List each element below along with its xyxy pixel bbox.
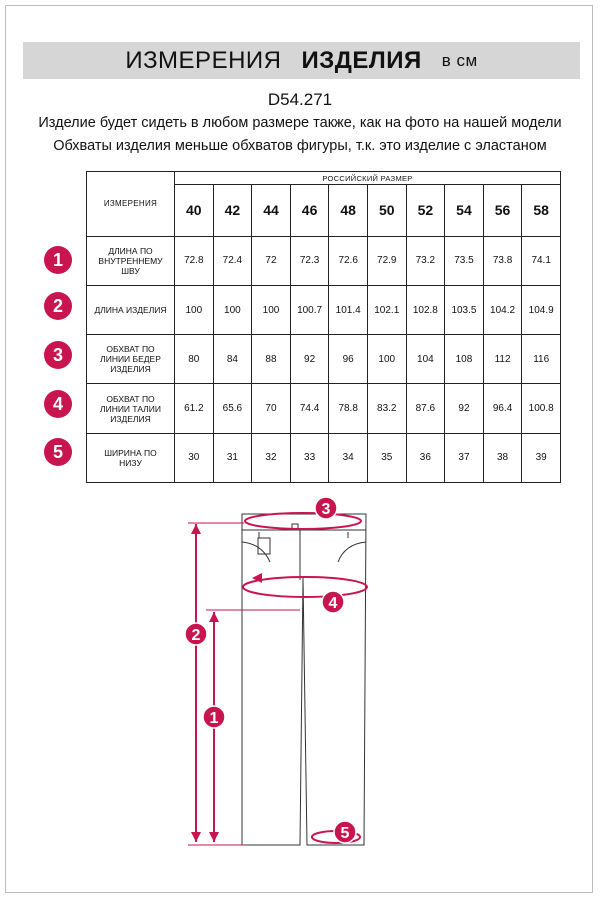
size-header: 50 <box>367 185 406 236</box>
table-cell: 73.5 <box>445 236 484 285</box>
size-table <box>86 171 561 483</box>
row-label-line: ИЗДЕЛИЯ <box>110 364 151 375</box>
table-cell: 72.8 <box>175 236 214 285</box>
row-label-line: ШВУ <box>121 265 140 276</box>
row-number-badge: 3 <box>44 341 72 369</box>
table-cell: 73.8 <box>483 236 522 285</box>
table-cell: 61.2 <box>175 384 214 433</box>
table-cell: 72 <box>252 236 291 285</box>
table-cell: 112 <box>483 335 522 384</box>
elastane-note: Обхваты изделия меньше обхватов фигуры, т.к. это изделие с эластаном <box>53 138 547 154</box>
coin-pocket <box>258 538 270 554</box>
marker-hip <box>315 497 337 519</box>
page-title-bar <box>23 42 580 79</box>
table-cell: 39 <box>522 433 561 482</box>
size-system-header: РОССИЙСКИЙ РАЗМЕР <box>175 172 561 185</box>
marker-hem <box>334 821 356 843</box>
extension-lines <box>188 523 300 845</box>
table-cell: 88 <box>252 335 291 384</box>
table-cell: 92 <box>290 335 329 384</box>
table-cell: 70 <box>252 384 291 433</box>
table-row <box>87 285 561 334</box>
table-cell: 31 <box>213 433 252 482</box>
marker-label: 3 <box>321 501 331 518</box>
table-row <box>87 384 561 433</box>
table-cell: 104.9 <box>522 285 561 334</box>
title-unit: в см <box>441 50 478 70</box>
table-cell: 35 <box>367 433 406 482</box>
row-label-line: ОБХВАТ ПО <box>106 393 155 404</box>
table-cell: 96.4 <box>483 384 522 433</box>
row-label <box>87 384 175 433</box>
table-cell: 83.2 <box>367 384 406 433</box>
table-cell: 72.6 <box>329 236 368 285</box>
arrow-head <box>209 612 219 622</box>
table-cell: 100 <box>367 335 406 384</box>
row-label-line: НИЗУ <box>119 457 142 468</box>
size-header: 46 <box>290 185 329 236</box>
table-cell: 96 <box>329 335 368 384</box>
table-cell: 103.5 <box>445 285 484 334</box>
row-label-line: ЛИНИИ ТАЛИИ <box>100 403 161 414</box>
article-number: D54.271 <box>267 90 333 109</box>
table-cell: 37 <box>445 433 484 482</box>
title-measurements: ИЗМЕРЕНИЯ <box>125 46 282 74</box>
table-cell: 30 <box>175 433 214 482</box>
arrow-head <box>191 832 201 842</box>
marker-label: 1 <box>209 710 219 727</box>
table-cell: 74.1 <box>522 236 561 285</box>
table-cell: 100 <box>175 285 214 334</box>
row-label-line: ДЛИНА ИЗДЕЛИЯ <box>94 305 167 316</box>
marker-inseam <box>203 706 225 728</box>
measurements-header: ИЗМЕРЕНИЯ <box>87 172 175 237</box>
row-label-line: ВНУТРЕННЕМУ <box>98 255 163 266</box>
hip-circumference-guide <box>245 513 361 529</box>
table-cell: 100.7 <box>290 285 329 334</box>
size-header: 40 <box>175 185 214 236</box>
table-row <box>87 433 561 482</box>
table-row <box>87 236 561 285</box>
table-cell: 65.6 <box>213 384 252 433</box>
table-cell: 36 <box>406 433 445 482</box>
row-label-line: ДЛИНА ПО <box>108 245 153 256</box>
table-cell: 34 <box>329 433 368 482</box>
arrow-head <box>191 524 201 534</box>
row-number-badge: 5 <box>44 438 72 466</box>
pants-body <box>242 514 366 845</box>
size-header: 56 <box>483 185 522 236</box>
marker-label: 2 <box>191 627 201 644</box>
arrow-heads <box>191 524 262 842</box>
row-label-line: ИЗДЕЛИЯ <box>110 413 151 424</box>
table-cell: 80 <box>175 335 214 384</box>
marker-label: 4 <box>328 595 338 612</box>
table-cell: 78.8 <box>329 384 368 433</box>
arrow-head <box>209 832 219 842</box>
table-cell: 84 <box>213 335 252 384</box>
table-cell: 74.4 <box>290 384 329 433</box>
table-cell: 108 <box>445 335 484 384</box>
row-number-badge: 2 <box>44 292 72 320</box>
table-cell: 100 <box>252 285 291 334</box>
marker-label: 5 <box>340 825 350 842</box>
table-cell: 100 <box>213 285 252 334</box>
size-header: 54 <box>445 185 484 236</box>
table-cell: 116 <box>522 335 561 384</box>
table-cell: 101.4 <box>329 285 368 334</box>
table-row <box>87 335 561 384</box>
row-label-line: ШИРИНА ПО <box>104 447 157 458</box>
marker-waist <box>322 591 344 613</box>
table-cell: 102.8 <box>406 285 445 334</box>
right-pocket <box>338 542 366 562</box>
table-cell: 73.2 <box>406 236 445 285</box>
table-cell: 100.8 <box>522 384 561 433</box>
title-product: ИЗДЕЛИЯ <box>301 46 422 74</box>
table-cell: 72.9 <box>367 236 406 285</box>
size-header: 42 <box>213 185 252 236</box>
row-number-badge: 1 <box>44 246 72 274</box>
row-label <box>87 433 175 482</box>
row-number-badge: 4 <box>44 390 72 418</box>
marker-total-length <box>185 623 207 645</box>
measurement-guides <box>196 513 367 843</box>
table-cell: 72.3 <box>290 236 329 285</box>
size-header: 48 <box>329 185 368 236</box>
row-label <box>87 285 175 334</box>
fit-note: Изделие будет сидеть в любом размере также, как на фото на нашей модели <box>38 115 562 131</box>
table-cell: 104.2 <box>483 285 522 334</box>
table-cell: 33 <box>290 433 329 482</box>
table-cell: 102.1 <box>367 285 406 334</box>
row-label-line: ОБХВАТ ПО <box>106 344 155 355</box>
row-label <box>87 335 175 384</box>
row-label-line: ЛИНИИ БЕДЕР <box>100 354 161 365</box>
pants-outline <box>242 514 366 845</box>
table-cell: 32 <box>252 433 291 482</box>
size-header: 44 <box>252 185 291 236</box>
row-label <box>87 236 175 285</box>
table-cell: 38 <box>483 433 522 482</box>
table-cell: 87.6 <box>406 384 445 433</box>
size-header: 58 <box>522 185 561 236</box>
table-cell: 72.4 <box>213 236 252 285</box>
table-cell: 92 <box>445 384 484 433</box>
pants-diagram <box>0 490 600 890</box>
table-cell: 104 <box>406 335 445 384</box>
size-header: 52 <box>406 185 445 236</box>
left-pocket <box>242 542 270 562</box>
